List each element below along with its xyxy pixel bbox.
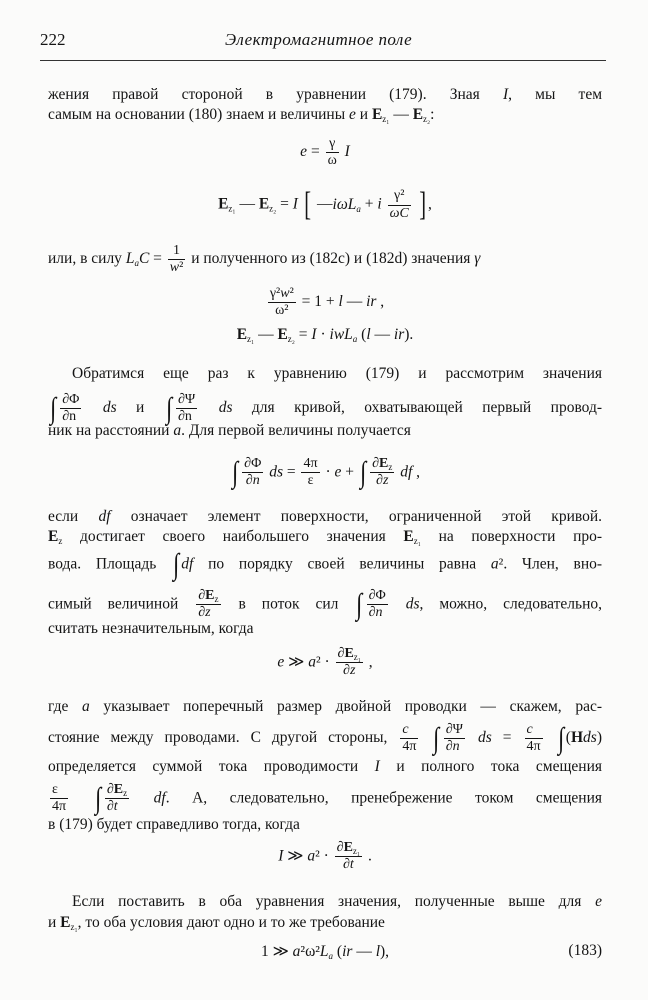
text-line: стояние между проводами. С другой стороны, $\frac{c}{4\pi}$ ∫ $\frac{\partial\Psi}{\partial n}$ ds = $\frac{c}{4\pi}$ ∫ (Hds) (48, 721, 602, 755)
text-line: если df означает элемент поверхности, ограниченной этой кривой. (48, 508, 602, 525)
equation-e-condition: e ≫ a² · $\frac{\partial E_{z_1}}{\partial z}$ , (277, 646, 373, 679)
running-title: Электромагнитное поле (225, 30, 413, 49)
text-line: вода. Площадь ∫ df по порядку своей величины равна a². Член, вно- (48, 548, 603, 581)
text-line: определяется суммой тока проводимости I и полного тока смещения (48, 758, 602, 775)
text-line: жения правой стороной в уравнении (179). Зная I, мы тем (48, 86, 603, 103)
text-line: Если поставить в оба уравнения значения, полученные выше для e (72, 893, 602, 910)
text-line: или, в силу $L_aC$ = $\frac{1}{\text{w²}}$ и полученного из (182c) и (182d) значения γ (48, 243, 481, 276)
text-line: где a указывает поперечный размер двойной проводки — скажем, рас- (48, 698, 602, 715)
equation-gamma-w: $\frac{\text{γ²w²}}{\text{ω²}}$ = 1 + l — ir , (269, 286, 385, 319)
equation-flux: ∫ $\frac{\partial\Phi}{\partial n}$ ds = $\frac{4\pi}{\varepsilon}$ · e + ∫ $\frac{\partial E_z}{\partial z}$ df , (231, 455, 421, 489)
text-line: Обратимся еще раз к уравнению (179) и рассмотрим значения (72, 365, 602, 382)
text-line: $\frac{\varepsilon}{4\pi}$ ∫ $\frac{\partial E_z}{\partial t}$ df. А, следовательно, пренебрежение током смещения (52, 781, 603, 815)
equation-ez-difference: $E_{z_1}$ — $E_{z_2} = I$ [ —iωL$_a$ + i $\frac{\text{γ²}}{\omega C}$ ] , (218, 186, 432, 223)
text-line: и $E_{z_1}$, то оба условия дают одно и то же требование (48, 914, 385, 932)
text-line: ник на расстоянии a. Для первой величины получается (48, 422, 411, 439)
text-line: считать незначительным, когда (48, 620, 254, 637)
equation-ez-difference-2: $E_{z_1}$ — $E_{z_2} = I \cdot iwL_a$ (l — ir). (236, 326, 414, 344)
text-line: самым на основании (180) знаем и величины e и $E_{z_1}$ — $E_{z_2}$: (48, 106, 435, 124)
equation-I-condition: I ≫ a² · $\frac{\partial E_{z_1}}{\partial t}$ . (278, 840, 372, 873)
text-line: ∫ $\frac{\partial\Phi}{\partial n}$ ds и ∫ $\frac{\partial\Psi}{\partial n}$ ds для кривой, охватывающей первый провод- (50, 391, 603, 425)
text-line: $E_z$ достигает своего наибольшего значения $E_{z_1}$ на поверхности про- (48, 528, 603, 546)
equation-183: 1 ≫ $a^2\omega^2L_a$ (ir — l), (183) (260, 942, 602, 961)
text-line: в (179) будет справедливо тогда, когда (48, 816, 300, 833)
text-line: симый величиной $\frac{\partial E_z}{\partial z}$ в поток сил ∫ $\frac{\partial\Phi}{\partial n}$ ds, можно, следовательно, (48, 587, 603, 621)
equation-number: (183) (568, 942, 602, 959)
equation-e-gamma-omega: e = $\frac{\gamma}{\omega}$ I (300, 136, 350, 169)
page-number: 222 (40, 30, 66, 49)
header-rule (40, 60, 606, 61)
page-header (40, 30, 606, 56)
